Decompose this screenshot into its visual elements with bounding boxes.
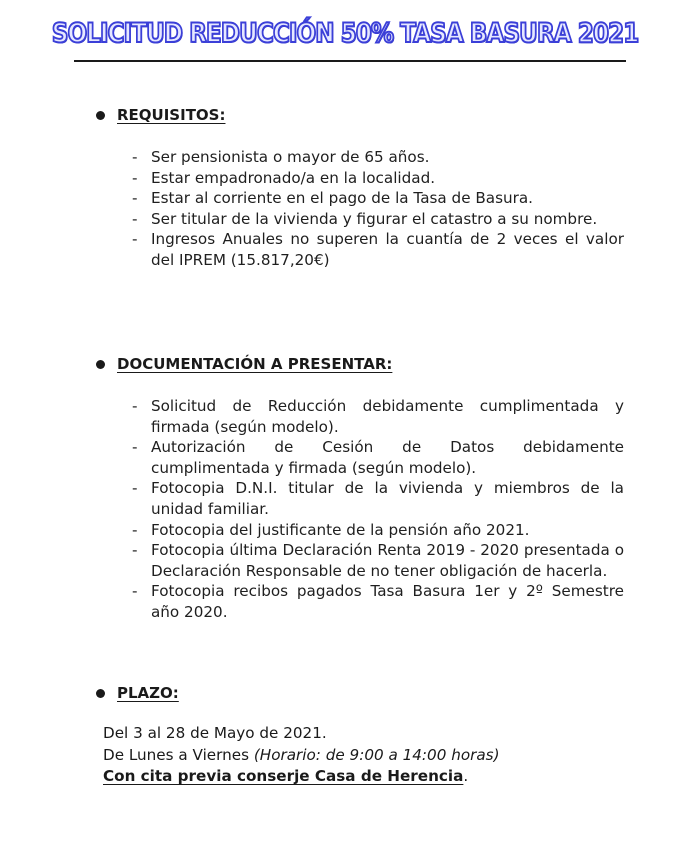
- list-item: - Solicitud de Reducción debidamente cumplimentada y firmada (según modelo).: [132, 396, 624, 437]
- bullet-icon: [96, 689, 105, 698]
- plazo-schedule: [103, 745, 500, 767]
- bullet-icon: [96, 360, 105, 369]
- plazo-heading: [96, 684, 179, 702]
- documentacion-heading: [96, 355, 392, 373]
- plazo-appointment-end: .: [463, 767, 469, 785]
- plazo-details: [103, 723, 500, 788]
- plazo-appointment-line: [103, 766, 500, 788]
- bullet-icon: [96, 111, 105, 120]
- list-item: - Ser pensionista o mayor de 65 años.: [132, 147, 624, 168]
- requisitos-list: [132, 147, 624, 271]
- plazo-appointment: Con cita previa conserje Casa de Herencia: [103, 767, 464, 785]
- requisitos-heading-text: REQUISITOS:: [117, 106, 226, 124]
- list-item: - Ser titular de la vivienda y figurar el catastro a su nombre.: [132, 209, 624, 230]
- list-item: - Fotocopia D.N.I. titular de la vivienda y miembros de la unidad familiar.: [132, 478, 624, 519]
- list-item: - Fotocopia última Declaración Renta 2019 - 2020 presentada o Declaración Responsable de no tener obligación de hacerla.: [132, 540, 624, 581]
- list-item: - Ingresos Anuales no superen la cuantía de 2 veces el valor del IPREM (15.817,20€): [132, 229, 624, 270]
- list-item: - Estar empadronado/a en la localidad.: [132, 168, 624, 189]
- list-item: - Fotocopia recibos pagados Tasa Basura 1er y 2º Semestre año 2020.: [132, 581, 624, 622]
- title-divider: [74, 60, 626, 62]
- plazo-hours: (Horario: de 9:00 a 14:00 horas): [253, 745, 500, 764]
- requisitos-heading: [96, 106, 225, 124]
- list-item: - Autorización de Cesión de Datos debidamente cumplimentada y firmada (según modelo).: [132, 437, 624, 478]
- plazo-heading-text: PLAZO:: [117, 684, 179, 702]
- list-item: - Fotocopia del justificante de la pensión año 2021.: [132, 520, 624, 541]
- plazo-days: De Lunes a Viernes: [103, 745, 250, 764]
- documentacion-heading-text: DOCUMENTACIÓN A PRESENTAR:: [117, 355, 393, 373]
- list-item: - Estar al corriente en el pago de la Tasa de Basura.: [132, 188, 624, 209]
- documentacion-list: [132, 396, 624, 623]
- plazo-dates: Del 3 al 28 de Mayo de 2021.: [103, 724, 327, 742]
- page-title: SOLICITUD REDUCCIÓN 50% TASA BASURA 2021: [51, 18, 639, 49]
